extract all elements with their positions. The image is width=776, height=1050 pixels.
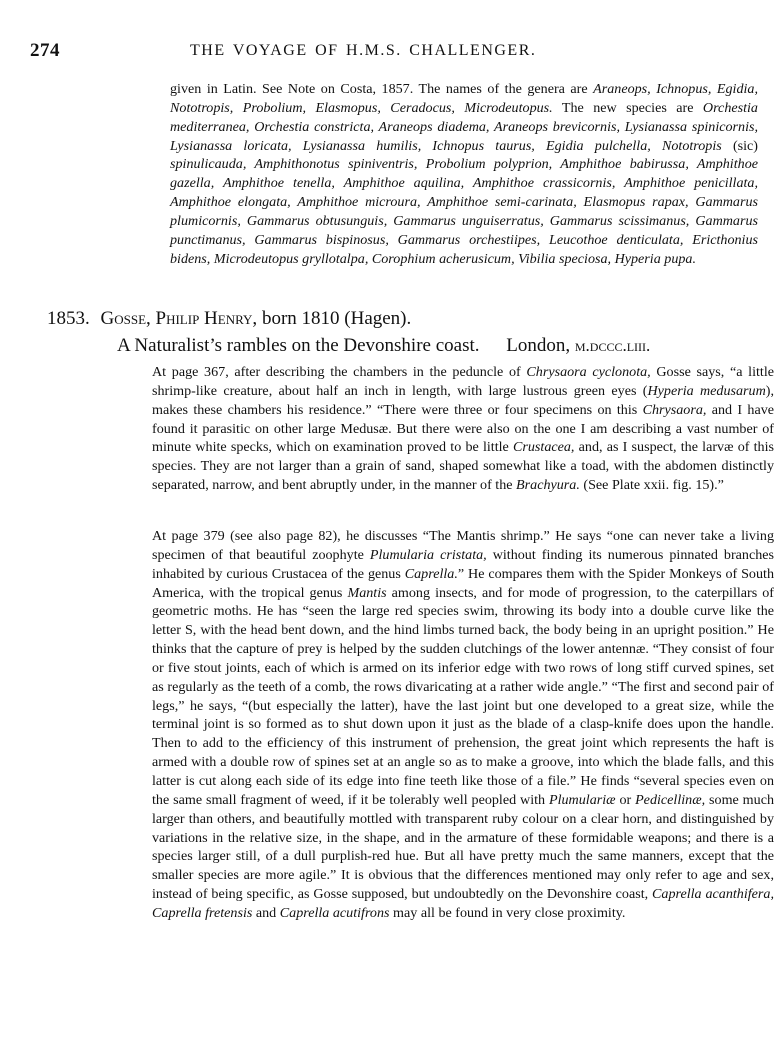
entry-year: 1853. [47,308,90,329]
text-run: At page 367, after describing the chambers in the peduncle of [152,364,527,380]
entry-author: Gosse, Philip Henry, [100,308,258,329]
page-number: 274 [30,40,60,61]
italic-text: Mantis [347,584,387,601]
italic-text: Orchestia mediterranea, Orchestia constricta, Araneops diadema, Araneops brevicornis, Lysianassa spinicornis, Lysianassa loricata, Lysianassa humilis, Ichnopus taurus, Egidia pulchella, Nototropis [170,99,758,154]
text-run: and [252,904,280,921]
text-run: or [615,791,636,808]
italic-text: Chrysaora, [642,401,707,418]
text-run: without finding its numerous pinnated branches inhabited by curious Crustacea of the genus [152,546,775,582]
italic-text: Araneops, Ichnopus, Egidia, Nototropis, Probolium, Elasmopus, Ceradocus, Microdeutopus. [170,81,758,116]
book-date: m.dccc.liii. [574,336,651,355]
text-run: some much larger than others, and beautifully mottled with transparent ruby colour on a clear horn, and distinguished by variations in the relative size, in the shape, and in the armature of these formidable weapons; and there is a species larger still, of a dull purplish-red hue. But all have pretty much the same manners, except that the smaller species are more agile.” It is obvious that the differences mentioned may only refer to age and sex, instead of being specific, as Gosse supposed, but undoubtedly on the Devonshire coast, [152,791,774,903]
running-title: THE VOYAGE OF H.M.S. CHALLENGER. [190,42,537,59]
italic-text: Hyperia medusarum [647,382,766,399]
italic-text: Plumulariæ [548,791,616,808]
book-place: London, [506,335,571,356]
italic-text: Pedicellinæ, [635,791,706,808]
italic-text: Caprella acanthifera, Caprella fretensis [152,886,774,921]
italic-text: Caprella. [404,565,458,582]
text-run: and I have found it parasitic on other large Medusæ. But there were also on the one I am describing a vast number of minute white specks, which on examination proved to be little [152,401,775,456]
text-run: (See Plate xxii. fig. 15).” [579,477,724,494]
text-run: ” He compares them with the Spider Monkeys of South America, with the tropical genus [152,565,774,601]
book-title-line [117,335,768,357]
text-run: may all be found in very close proximity. [389,904,626,921]
italic-text: Crustacea, [512,439,575,456]
text-run: ), makes these chambers his residence.” “There were three or four specimens on this [152,382,774,418]
italic-text: Chrysaora cyclonota, [526,364,651,380]
entry-heading [47,308,411,330]
body-paragraph-page-379 [136,527,774,923]
body-paragraph-page-367 [136,363,774,495]
entry-born: born 1810 (Hagen). [261,308,412,329]
italic-text: Plumularia cristata, [369,546,487,563]
italic-text: Caprella acutifrons [279,904,390,921]
text-run: Gosse says, “a little shrimp-like creature, about half an inch in length, with large lustrous green eyes ( [152,364,775,399]
page-header [0,40,776,66]
text-run: among insects, and for mode of progression, to the caterpillars of geometric moths. He has “seen the large red species swim, throwing its body into a double curve like the letter S, with the head bent down, and the hind limbs turned back, the body being in an upright position.” He thinks that the capture of prey is helped by the sudden clutchings of the lower antennæ. “They consist of four or five stout joints, each of which is armed on its inferior edge with two rows of long stiff curved spines, set as regularly as the teeth of a comb, the rows divaricating at a rather wide angle.” “The first and second pair of legs,” he says, “(but especially the latter), have the last joint but one developed to a great size, while the terminal joint is so formed as to shut down upon it just as the blade of a clasp-knife does upon the handle. Then to add to the efficiency of this instrument of prehension, the great joint which represents the haft is armed with a double row of spines set at an angle so as to make a groove, into which the blade falls, and this latter is cut along each side of its edge into fine teeth like those of a file.” He finds “several species even on the same small fragment of weed, if it be tolerably well peopled with [152,584,774,808]
text-run: (sic) [721,137,758,154]
book-title: A Naturalist’s rambles on the Devonshire coast. [117,335,480,356]
italic-text: Brachyura. [516,477,580,494]
text-run: and, as I suspect, the larvæ of this species. They are not larger than a grain of sand, shaped somewhat like a toad, with the abdomen distinctly separated, narrow, and bent abruptly under, in the manner of the [152,439,774,494]
text-run: The new species are [552,99,703,116]
latin-note-paragraph [170,80,758,268]
text-run: At page 379 (see also page 82), he discusses “The Mantis shrimp.” He says “one can never take a living specimen of that beautiful zoophyte [152,528,774,563]
text-run: given in Latin. See Note on Costa, 1857. The names of the genera are [170,81,594,97]
italic-text: spinulicauda, Amphithonotus spiniventris, Probolium polyprion, Amphithoe babirussa, Amphithoe gazella, Amphithoe tenella, Amphithoe aquilina, Amphithoe crassicornis, Amphithoe penicillata, Amphithoe elongata, Amphithoe microura, Amphithoe semi-carinata, Elasmopus rapax, Gammarus plumicornis, Gammarus obtusunguis, Gammarus unguiserratus, Gammarus scissimanus, Gammarus punctimanus, Gammarus bispinosus, Gammarus orchestiipes, Leucothoe denticulata, Ericthonius bidens, Microdeutopus gryllotalpa, Corophium acherusicum, Vibilia speciosa, Hyperia pupa. [170,156,758,267]
